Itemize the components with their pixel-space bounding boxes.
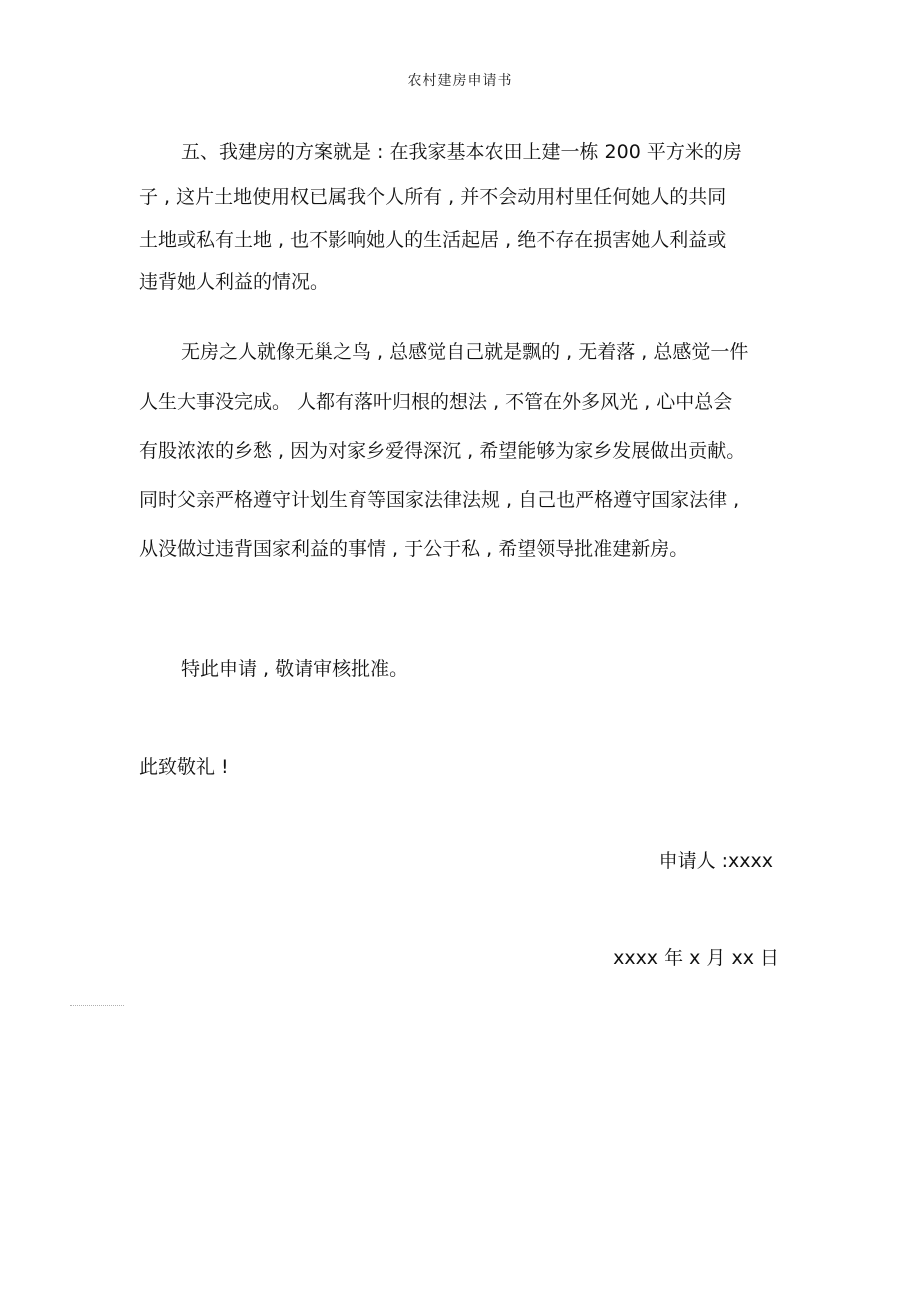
- paragraph-1-line-4: 违背她人利益的情况。: [139, 271, 330, 293]
- paragraph-2-line-2: 人生大事没完成。 人都有落叶归根的想法 , 不管在外多风光 , 心中总会: [139, 391, 733, 413]
- request-line: 特此申请 , 敬请审核批准。: [181, 658, 409, 680]
- paragraph-1-line-1: 五、我建房的方案就是 : 在我家基本农田上建一栋 200 平方米的房: [181, 141, 742, 163]
- paragraph-1-line-3: 土地或私有土地 , 也不影响她人的生活起居 , 绝不存在损害她人利益或: [139, 229, 727, 251]
- paragraph-1-line-2: 子 , 这片土地使用权已属我个人所有 , 并不会动用村里任何她人的共同: [139, 186, 727, 208]
- paragraph-2-line-5: 从没做过违背国家利益的事情 , 于公于私 , 希望领导批准建新房。: [139, 538, 689, 560]
- signature-date: xxxx 年 x 月 xx 日: [613, 947, 779, 969]
- footer-divider: [70, 1005, 124, 1006]
- page-header-title: 农村建房申请书: [407, 73, 513, 89]
- salute-line: 此致敬礼 !: [139, 756, 229, 778]
- paragraph-2-line-1: 无房之人就像无巢之鸟 , 总感觉自己就是飘的 , 无着落 , 总感觉一件: [181, 341, 749, 363]
- paragraph-2-line-4: 同时父亲严格遵守计划生育等国家法律法规 , 自己也严格遵守国家法律 ,: [139, 489, 740, 511]
- paragraph-2-line-3: 有股浓浓的乡愁 , 因为对家乡爱得深沉 , 希望能够为家乡发展做出贡献。: [139, 440, 746, 462]
- applicant-signature: 申请人 :xxxx: [658, 850, 773, 872]
